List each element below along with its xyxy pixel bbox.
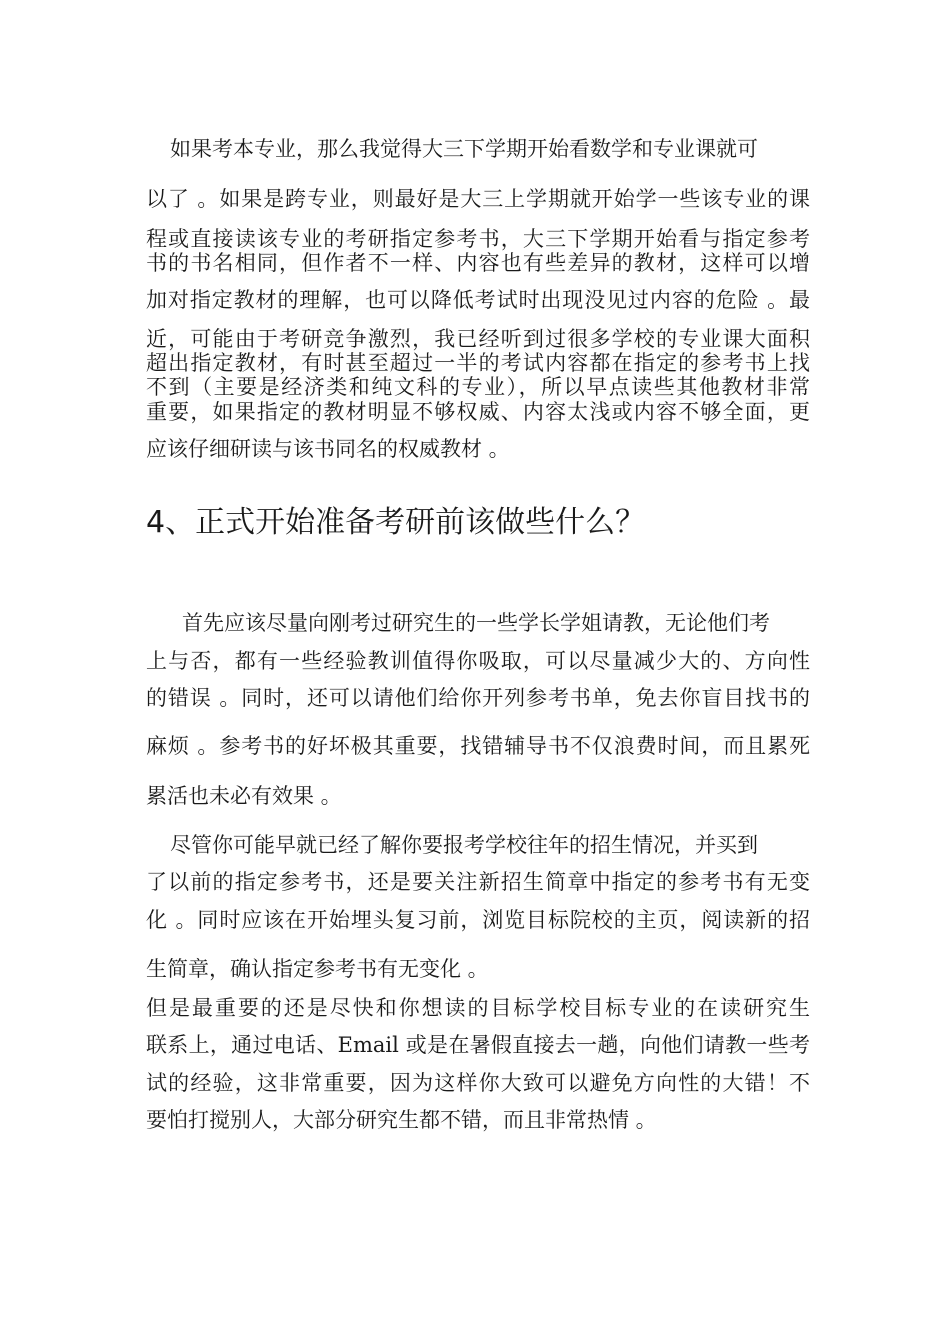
paragraph-2-line-4: 麻烦 。参考书的好坏极其重要，找错辅导书不仅浪费时间，而且累死 [146, 734, 810, 758]
paragraph-2-line-5: 累活也未必有效果 。 [146, 784, 342, 808]
paragraph-4-line-1: 但是最重要的还是尽快和你想读的目标学校目标专业的在读研究生 [146, 996, 810, 1020]
paragraph-4-line-4: 要怕打搅别人，大部分研究生都不错，而且非常热情 。 [146, 1108, 657, 1132]
paragraph-3-line-4: 生简章，确认指定参考书有无变化 。 [146, 957, 489, 981]
paragraph-1-line-4: 书的书名相同，但作者不一样、内容也有些差异的教材，这样可以增 [146, 251, 810, 275]
paragraph-2-line-2: 上与否，都有一些经验教训值得你吸取，可以尽量减少大的、方向性 [146, 649, 810, 673]
paragraph-4-line-3: 试的经验，这非常重要，因为这样你大致可以避免方向性的大错！不 [146, 1071, 810, 1095]
paragraph-1-line-6: 近，可能由于考研竞争激烈，我已经听到过很多学校的专业课大面积 [146, 327, 810, 351]
paragraph-1-line-7: 超出指定教材，有时甚至超过一半的考试内容都在指定的参考书上找 [146, 351, 810, 375]
paragraph-3-line-2: 了以前的指定参考书，还是要关注新招生简章中指定的参考书有无变 [146, 870, 810, 894]
paragraph-1-line-2: 以了 。如果是跨专业，则最好是大三上学期就开始学一些该专业的课 [146, 187, 810, 211]
section-heading: 4、正式开始准备考研前该做些什么？ [146, 505, 646, 540]
paragraph-3-line-3: 化 。同时应该在开始埋头复习前，浏览目标院校的主页，阅读新的招 [146, 908, 810, 932]
paragraph-1-line-9: 重要，如果指定的教材明显不够权威、内容太浅或内容不够全面，更 [146, 400, 810, 424]
paragraph-1-line-3: 程或直接读该专业的考研指定参考书，大三下学期开始看与指定参考 [146, 227, 810, 251]
paragraph-3-line-1: 尽管你可能早就已经了解你要报考学校往年的招生情况，并买到 [170, 833, 758, 857]
paragraph-1-line-5: 加对指定教材的理解，也可以降低考试时出现没见过内容的危险 。最 [146, 288, 810, 312]
paragraph-1-line-8: 不到（主要是经济类和纯文科的专业），所以早点读些其他教材非常 [146, 375, 810, 399]
paragraph-1-line-1: 如果考本专业，那么我觉得大三下学期开始看数学和专业课就可 [170, 137, 758, 161]
paragraph-2-line-1: 首先应该尽量向刚考过研究生的一些学长学姐请教，无论他们考 [182, 611, 770, 635]
paragraph-4-line-2: 联系上，通过电话、Email 或是在暑假直接去一趟，向他们请教一些考 [146, 1033, 810, 1057]
paragraph-1-line-10: 应该仔细研读与该书同名的权威教材 。 [146, 437, 510, 461]
paragraph-2-line-3: 的错误 。同时，还可以请他们给你开列参考书单，免去你盲目找书的 [146, 686, 810, 710]
